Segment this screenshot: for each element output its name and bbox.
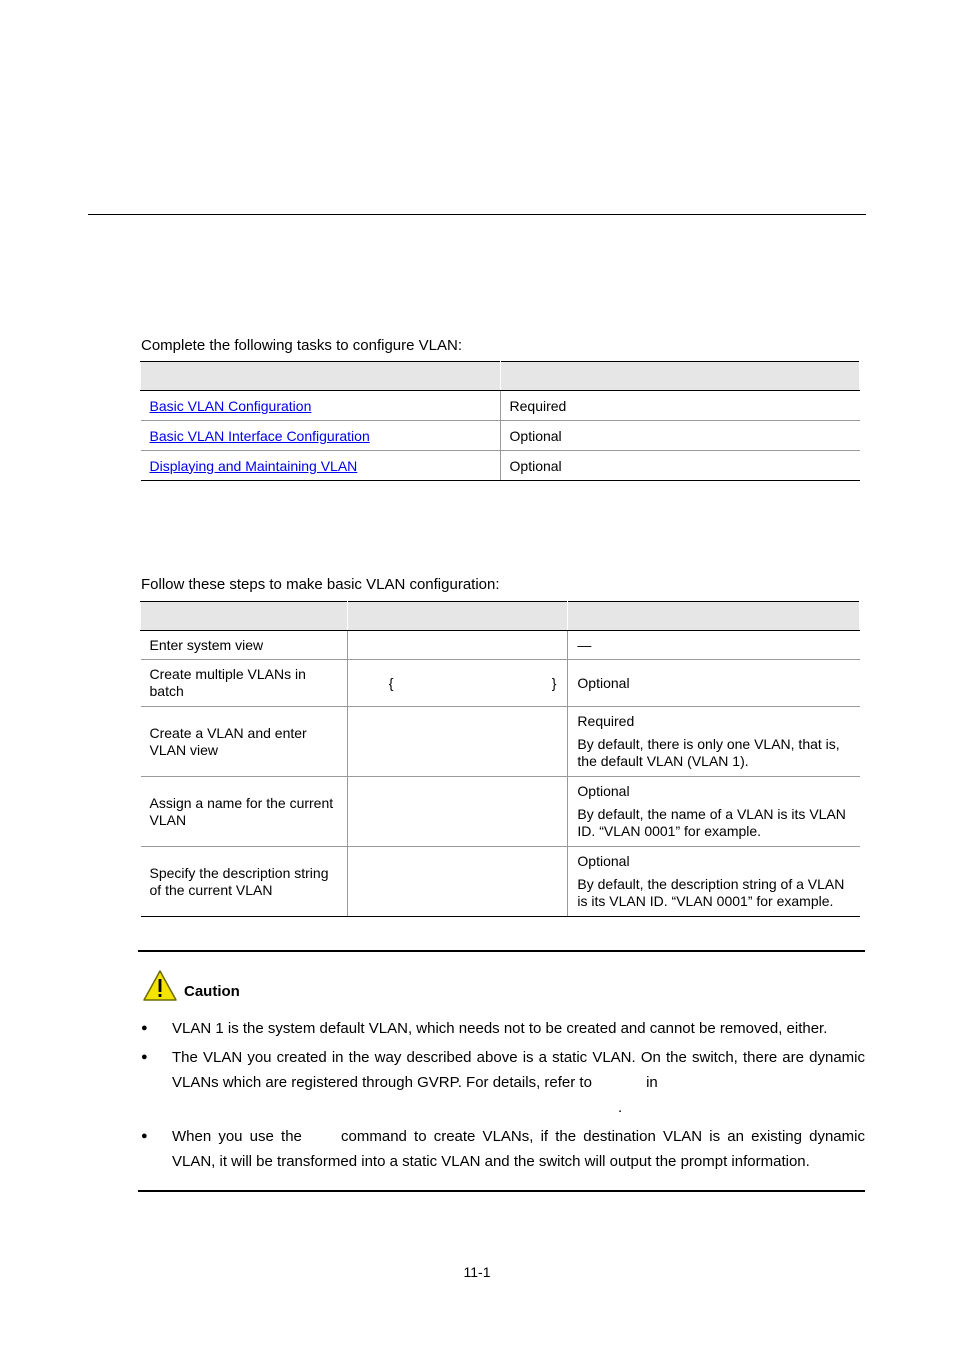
table-row — [141, 451, 860, 481]
table-header-cell — [347, 602, 568, 631]
command-cell — [347, 707, 568, 777]
remark-cell — [568, 847, 860, 917]
steps-intro: Follow these steps to make basic VLAN configuration: — [141, 576, 500, 593]
warning-icon — [142, 969, 178, 1002]
remark-cell: Required — [500, 391, 859, 421]
list-item — [138, 1124, 865, 1174]
chapter-title-rule — [88, 214, 866, 215]
remark-detail: By default, there is only one VLAN, that is, the default VLAN (VLAN 1). — [577, 736, 840, 769]
caution-title: Caution — [184, 983, 240, 1000]
list-item — [138, 1016, 865, 1041]
remark-cell: Optional — [568, 660, 860, 707]
remark-cell: — — [568, 631, 860, 660]
basic-vlan-interface-configuration-link[interactable]: Basic VLAN Interface Configuration — [149, 427, 370, 444]
table-row — [141, 421, 860, 451]
remark-detail: By default, the description string of a VLAN is its VLAN ID. “VLAN 0001” for example. — [577, 876, 845, 909]
close-brace: } — [551, 675, 557, 691]
operation-cell: Specify the description string of the current VLAN — [149, 864, 329, 898]
table-row — [141, 777, 860, 847]
table-row — [141, 391, 860, 421]
caution-text: command to create VLANs, if the destination VLAN is an existing dynamic VLAN, it will be transformed into a static VLAN and the switch will output the prompt information. — [172, 1128, 865, 1170]
table-row — [141, 707, 860, 777]
remark-status: Required — [577, 713, 635, 729]
operation-cell: Assign a name for the current VLAN — [149, 794, 334, 828]
caution-header — [142, 969, 240, 1002]
open-brace: { — [388, 675, 394, 691]
table-header-row — [141, 602, 860, 631]
table-header-cell — [141, 602, 348, 631]
caution-box — [138, 950, 865, 1192]
operation-cell: Enter system view — [141, 631, 348, 660]
command-cell — [347, 660, 568, 707]
table-header-row — [141, 362, 860, 391]
remark-cell — [568, 777, 860, 847]
remark-detail: By default, the name of a VLAN is its VLAN ID. “VLAN 0001” for example. — [577, 806, 846, 839]
operation-cell: Create multiple VLANs in batch — [149, 666, 306, 699]
table-header-cell — [568, 602, 860, 631]
operation-cell: Create a VLAN and enter VLAN view — [149, 724, 307, 758]
table-row — [141, 847, 860, 917]
list-item — [138, 1045, 865, 1120]
basic-vlan-steps-table — [140, 601, 860, 917]
caution-list — [138, 1016, 865, 1174]
command-cell — [347, 631, 568, 660]
caution-text: When you use the — [172, 1128, 302, 1145]
remark-cell: Optional — [500, 451, 859, 481]
bullet-icon: ● — [141, 1022, 148, 1034]
bullet-icon: ● — [141, 1130, 148, 1142]
command-cell — [347, 777, 568, 847]
command-cell — [347, 847, 568, 917]
table-row — [141, 631, 860, 660]
tasks-intro: Complete the following tasks to configure VLAN: — [141, 337, 462, 354]
caution-text: in — [646, 1074, 658, 1091]
bullet-icon: ● — [141, 1051, 148, 1063]
caution-text: . — [618, 1099, 623, 1116]
remark-status: Optional — [577, 783, 630, 799]
configuration-tasks-table — [140, 361, 860, 481]
remark-cell: Optional — [500, 421, 859, 451]
remark-status: Optional — [577, 853, 630, 869]
caution-text: The VLAN you created in the way described above is a static VLAN. On the switch, there are dynamic VLANs which are registered through GVRP. For details, refer to — [172, 1049, 865, 1091]
remark-cell — [568, 707, 860, 777]
table-header-cell — [141, 362, 501, 391]
basic-vlan-configuration-link[interactable]: Basic VLAN Configuration — [149, 397, 312, 414]
table-row — [141, 660, 860, 707]
table-header-cell — [500, 362, 859, 391]
caution-text: VLAN 1 is the system default VLAN, which needs not to be created and cannot be removed, either. — [172, 1020, 828, 1037]
page-number: 11-1 — [463, 1264, 491, 1280]
displaying-maintaining-vlan-link[interactable]: Displaying and Maintaining VLAN — [149, 457, 358, 474]
